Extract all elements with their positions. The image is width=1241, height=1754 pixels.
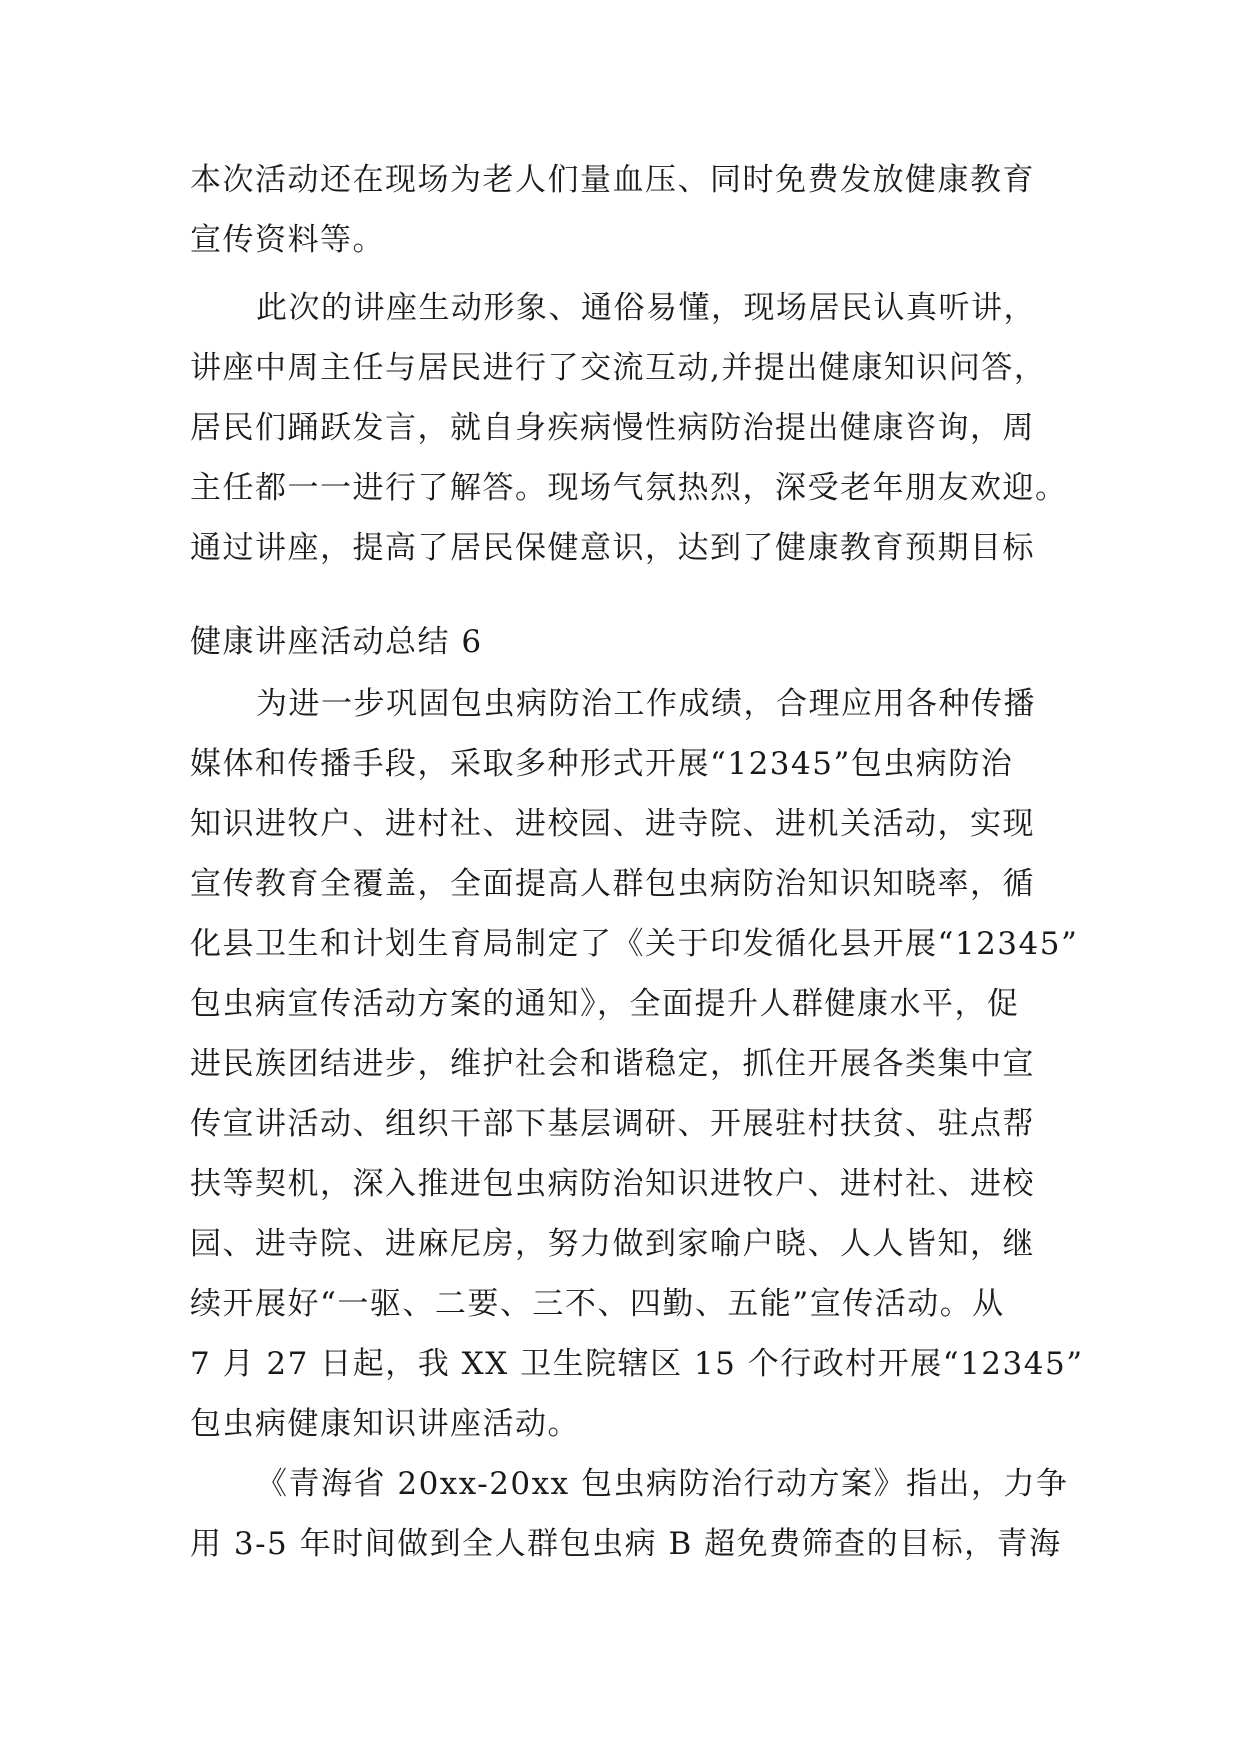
paragraph-action-plan	[190, 1454, 1069, 1574]
heading-text: 健康讲座活动总结 6	[190, 624, 483, 660]
text-line: 通过讲座，提高了居民保健意识，达到了健康教育预期目标	[190, 530, 1035, 566]
text-line: 包虫病健康知识讲座活动。	[190, 1406, 580, 1442]
text-line: 居民们踊跃发言，就自身疾病慢性病防治提出健康咨询，周	[190, 410, 1035, 446]
paragraph-hydatid-campaign	[190, 674, 1084, 1454]
text-line: 宣传教育全覆盖，全面提高人群包虫病防治知识知晓率，循	[190, 866, 1035, 902]
text-line: 主任都一一进行了解答。现场气氛热烈，深受老年朋友欢迎。	[190, 470, 1068, 506]
text-line: 媒体和传播手段，采取多种形式开展“12345”包虫病防治	[190, 746, 1014, 782]
text-line: 此次的讲座生动形象、通俗易懂，现场居民认真听讲，	[256, 290, 1036, 326]
text-line: 讲座中周主任与居民进行了交流互动,并提出健康知识问答，	[190, 350, 1047, 386]
text-line: 本次活动还在现场为老人们量血压、同时免费发放健康教育	[190, 162, 1035, 198]
text-line: 进民族团结进步，维护社会和谐稳定，抓住开展各类集中宣	[190, 1046, 1035, 1082]
text-line: 园、进寺院、进麻尼房，努力做到家喻户晓、人人皆知，继	[190, 1226, 1035, 1262]
text-line: 扶等契机，深入推进包虫病防治知识进牧户、进村社、进校	[190, 1166, 1035, 1202]
text-line: 化县卫生和计划生育局制定了《关于印发循化县开展“12345”	[190, 926, 1079, 962]
text-line: 包虫病宣传活动方案的通知》，全面提升人群健康水平，促	[190, 986, 1020, 1022]
text-line: 传宣讲活动、组织干部下基层调研、开展驻村扶贫、驻点帮	[190, 1106, 1035, 1142]
text-line: 用 3-5 年时间做到全人群包虫病 B 超免费筛查的目标，青海	[190, 1526, 1062, 1562]
text-line: 7 月 27 日起，我 XX 卫生院辖区 15 个行政村开展“12345”	[190, 1346, 1084, 1382]
text-line: 《青海省 20xx-20xx 包虫病防治行动方案》指出，力争	[256, 1466, 1069, 1502]
text-line: 续开展好“一驱、二要、三不、四勤、五能”宣传活动。从	[190, 1286, 1005, 1322]
paragraph-continued	[190, 150, 1052, 270]
text-line: 为进一步巩固包虫病防治工作成绩，合理应用各种传播	[256, 686, 1036, 722]
text-line: 知识进牧户、进村社、进校园、进寺院、进机关活动，实现	[190, 806, 1035, 842]
text-line: 宣传资料等。	[190, 222, 385, 258]
paragraph-lecture-summary	[190, 278, 1068, 578]
section-heading	[190, 612, 1052, 672]
